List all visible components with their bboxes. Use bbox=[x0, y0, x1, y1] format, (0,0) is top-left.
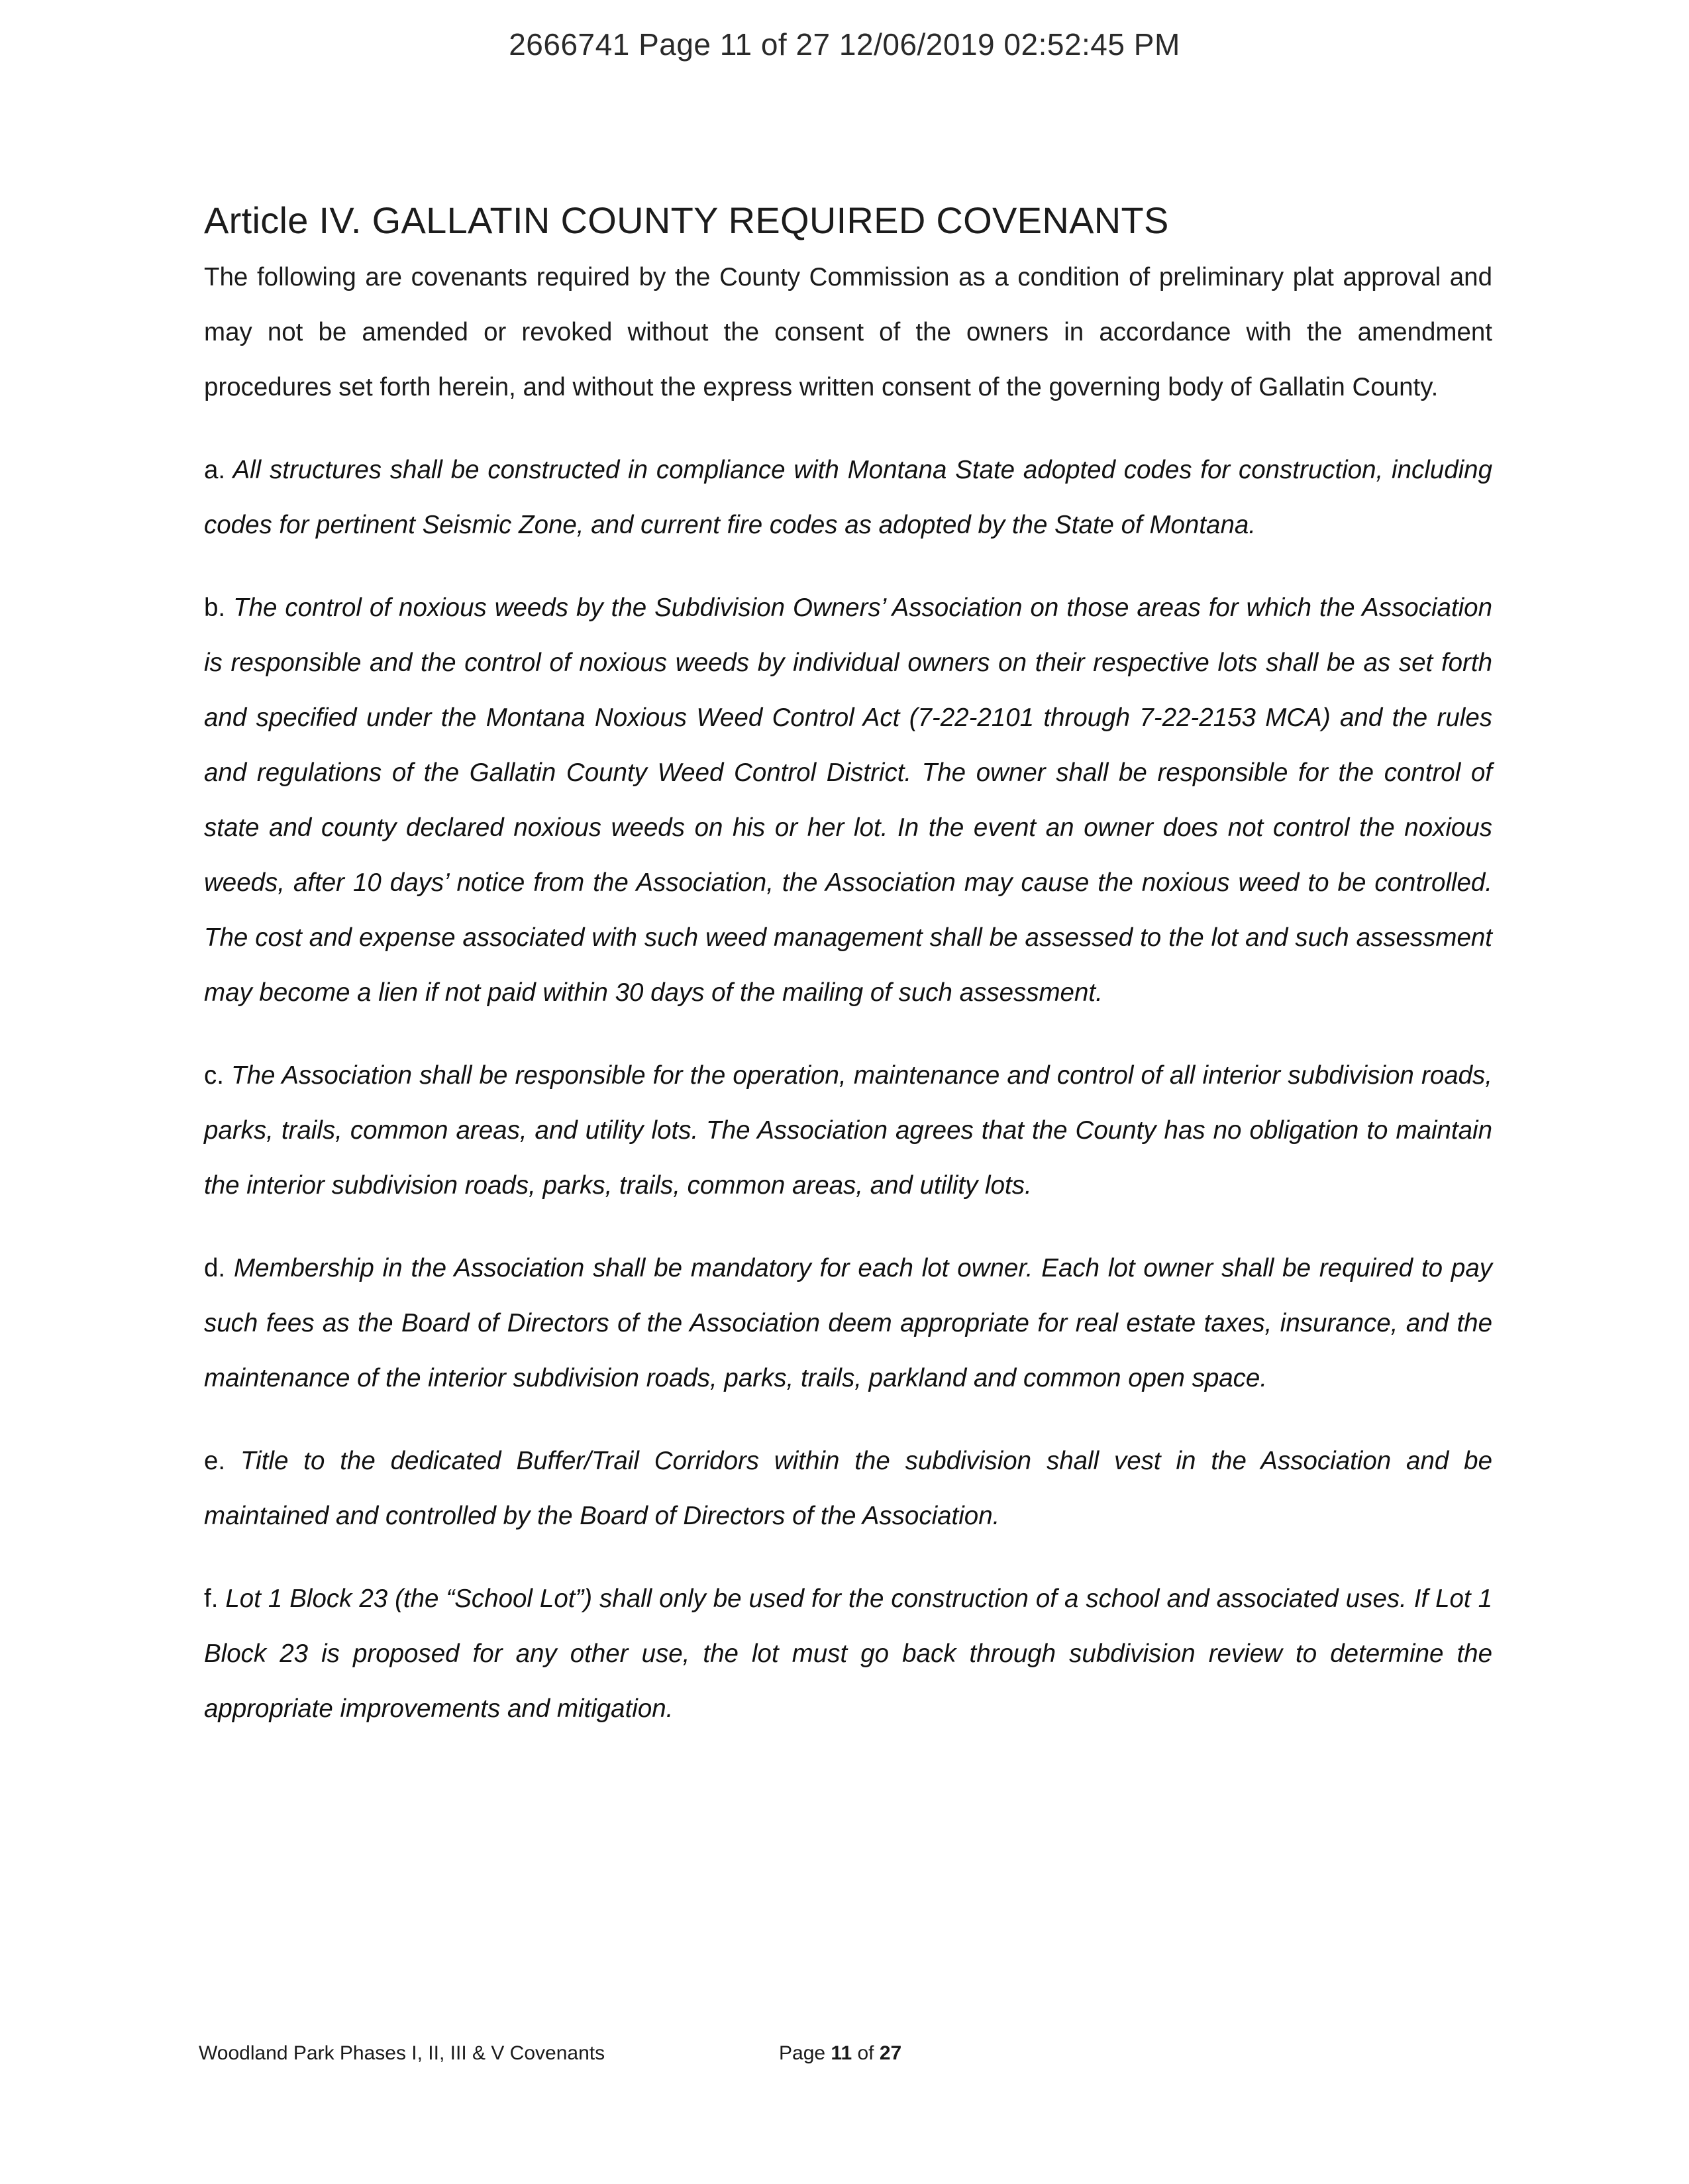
item-text: The control of noxious weeds by the Subdivision Owners’ Association on those areas for which the Association is responsible and the control of noxious weeds by individual owners on their respective lots shall be as set forth and specified under the Montana Noxious Weed Control Act (7-22-2101 through 7-22-2153 MCA) and the rules and regulations of the Gallatin County Weed Control District. The owner shall be responsible for the control of state and county declared noxious weeds on his or her lot. In the event an owner does not control the noxious weeds, after 10 days’ notice from the Association, the Association may cause the noxious weed to be controlled. The cost and expense associated with such weed management shall be assessed to the lot and such assessment may become a lien if not paid within 30 days of the mailing of such assessment. bbox=[204, 594, 1492, 1007]
page-word: Page bbox=[779, 2042, 826, 2064]
item-letter: c. bbox=[204, 1061, 224, 1090]
item-letter: d. bbox=[204, 1254, 226, 1282]
article-intro: The following are covenants required by the County Commission as a condition of preliminary plat approval and may not be amended or revoked without the consent of the owners in accordance with the amendment procedures set forth herein, and without the express written consent of the governing body of Gallatin County. bbox=[204, 263, 1492, 401]
document-body bbox=[204, 199, 1492, 1736]
item-text: The Association shall be responsible for the operation, maintenance and control of all interior subdivision roads, parks, trails, common areas, and utility lots. The Association agrees that the County has no obligation to maintain the interior subdivision roads, parks, trails, common areas, and utility lots. bbox=[204, 1061, 1492, 1200]
item-letter: f. bbox=[204, 1585, 219, 1613]
recording-stamp: 2666741 Page 11 of 27 12/06/2019 02:52:45 PM bbox=[509, 27, 1180, 62]
covenant-item-b bbox=[204, 580, 1492, 1020]
item-text: Title to the dedicated Buffer/Trail Corridors within the subdivision shall vest in the Association and be maintained and controlled by the Board of Directors of the Association. bbox=[204, 1447, 1492, 1530]
item-text: All structures shall be constructed in compliance with Montana State adopted codes for construction, including codes for pertinent Seismic Zone, and current fire codes as adopted by the State of Montana. bbox=[204, 456, 1492, 539]
covenant-item-a bbox=[204, 442, 1492, 552]
item-letter: a. bbox=[204, 456, 226, 484]
page-current: 11 bbox=[831, 2042, 852, 2064]
item-text: Membership in the Association shall be mandatory for each lot owner. Each lot owner shall be required to pay such fees as the Board of Directors of the Association deem appropriate for real estate taxes, insurance, and the maintenance of the interior subdivision roads, parks, trails, parkland and common open space. bbox=[204, 1254, 1492, 1392]
footer-page-number bbox=[779, 2042, 901, 2065]
page-total: 27 bbox=[879, 2042, 902, 2064]
covenant-item-d bbox=[204, 1241, 1492, 1406]
covenant-item-f bbox=[204, 1571, 1492, 1736]
item-letter: b. bbox=[204, 594, 226, 622]
covenant-item-c bbox=[204, 1048, 1492, 1213]
page-of: of bbox=[857, 2042, 874, 2064]
article-title: Article IV. GALLATIN COUNTY REQUIRED COVENANTS bbox=[204, 199, 1169, 241]
item-text: Lot 1 Block 23 (the “School Lot”) shall only be used for the construction of a school and associated uses. If Lot 1 Block 23 is proposed for any other use, the lot must go back through subdivision review to determine the appropriate improvements and mitigation. bbox=[204, 1585, 1493, 1723]
footer-document-name: Woodland Park Phases I, II, III & V Covenants bbox=[199, 2042, 605, 2064]
item-letter: e. bbox=[204, 1447, 226, 1475]
covenant-item-e bbox=[204, 1433, 1492, 1543]
